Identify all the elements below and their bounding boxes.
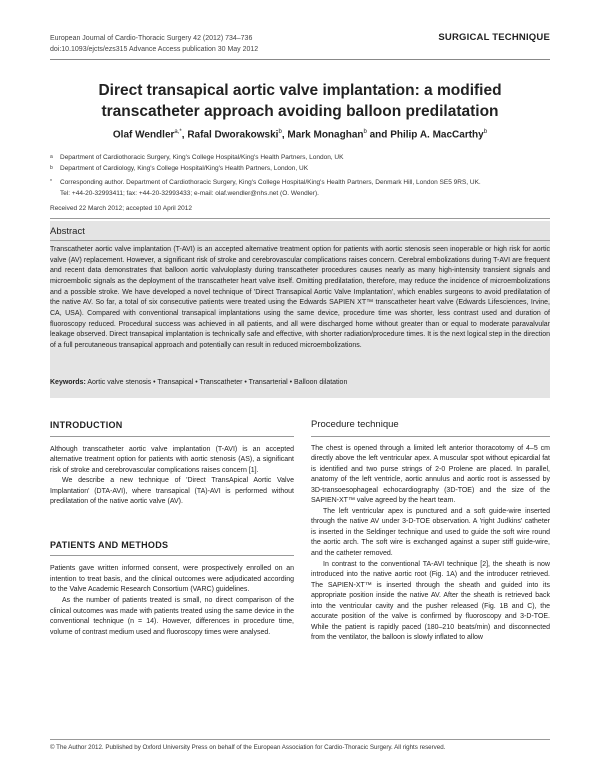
paragraph: The chest is opened through a limited left anterior thoracotomy of 4–5 cm directly above the left ventricular apex. A muscular spot without epicardial fat is identified and two purse strings of 2-0 Prolene are placed. In parallel, anatomy of the left ventricle, aortic annulus and aortic root is assessed by 3D-transoesophageal echocardiography (3D-TOE) and the size of the SAPIEN-XT™ valve agreed by the heart team. bbox=[311, 444, 550, 505]
contact-details: Tel: +44-20-32993411; fax: +44-20-32993433; e-mail: olaf.wendler@nhs.net (O. Wendler). bbox=[60, 190, 319, 198]
paragraph: In contrast to the conventional TA-AVI technique [2], the sheath is now introduced into the native aortic root (Fig. 1A) and the introducer retrieved. The SAPIEN-XT™ is inserted through the sheath and guided into its appropriate position inside the native AV. After the sheath is retrieved back into the ventricular cavity and the pusher released (Fig. 1B and C), the accurate position of the valve is confirmed by fluoroscopy and 3-D-TOE. While the patient is rapidly paced (180–210 beats/min) and disconnected from the ventilator, the balloon is slowly inflated to allow bbox=[311, 560, 550, 642]
affiliation-a: $^a$ Department of Cardiothoracic Surgery, King's College Hospital/King's Health Partners, London, UK bbox=[50, 154, 344, 161]
copyright-footer: © The Author 2012. Published by Oxford University Press on behalf of the European Association for Cardio-Thoracic Surgery. All rights reserved. bbox=[50, 744, 446, 751]
abstract-heading: Abstract bbox=[50, 226, 85, 237]
author-affil-mark: b bbox=[363, 129, 367, 135]
paragraph: Patients gave written informed consent, were prospectively enrolled on an intention to treat basis, and the clinical outcomes were adjudicated according to the Valve Academic Research Consortium (VARC) guidelines. bbox=[50, 565, 294, 594]
section-heading-patients-methods: PATIENTS AND METHODS bbox=[50, 539, 169, 550]
corresponding-author: * Corresponding author. Department of Cardiothoracic Surgery, King's College Hospital/King's Health Partners, Denmark Hill, London SE5 9RS, UK. Tel: +44-20-32993411; fax: +44-20-32993433; e-mail: olaf.wendler@nhs.net (O. Wendler). bbox=[50, 179, 481, 198]
author-name: Philip A. MacCarthy bbox=[390, 129, 484, 141]
author-list: Olaf Wendler$^{a,*}$, Rafal Dworakowski$^b$, Mark Monaghan$^b$ and Philip A. MacCarthy$^b$ bbox=[112, 129, 488, 141]
journal-citation bbox=[50, 33, 258, 55]
paragraph: As the number of patients treated is small, no direct comparison of the clinical outcomes was made with patients treated using the same device in the conventional technique (n = 14). However, differences in procedure time, volume of contrast medium used and fluoroscopy times were analysed. bbox=[50, 597, 294, 636]
abstract-text: Transcatheter aortic valve implantation (T-AVI) is an accepted alternative treatment option for patients with aortic stenosis seen inoperable or high risk for aortic valve (AV) replacement. However, a significant risk of stroke and cerebrovascular complications raises concern. Cerebral embolizations during T-AVI are frequent and recent data demonstrates that balloon aortic valvuloplasty during transcatheter procedures causes nearly as many high-intensity transient signals and microembolic signals as the deployment of the transcatheter heart valve itself. Omitting predilatation, therefore, may reduce the incidence of microembolizations and a possible stroke. We have developed a novel technique of 'Direct Transapical Aortic Valve Implantation', which enables surgeons to avoid predilatation of the native AV. So far, a total of six consecutive patients were treated using the Edwards SAPIEN XT™ transcatheter heart valve (Edwards Lifesciences, Irvine, CA, USA). Compared with conventional transapical implantations using the same device, procedure time was shorter, less contrast used and duration of fluoroscopy reduced. Procedural success was achieved in all patients, and all were discharged home without greater than or equal to moderate paravalvular leakage observed. Direct transapical implantation is technically safe and effective, with shorter radiation/procedure times. It is the next logical step in the direction of a full percutaneous transapical approach and potentially can result in reduced microembolizations. bbox=[50, 246, 550, 349]
footer-divider bbox=[50, 739, 550, 740]
affiliation-b: $^b$ Department of Cardiology, King's College Hospital/King's Health Partners, London, UK bbox=[50, 165, 309, 173]
divider bbox=[311, 436, 550, 437]
section-label: SURGICAL TECHNIQUE bbox=[438, 32, 550, 43]
keywords-label: Keywords: bbox=[50, 379, 86, 386]
section-heading-introduction: INTRODUCTION bbox=[50, 420, 123, 430]
doi-line: doi:10.1093/ejcts/ezs315 Advance Access publication 30 May 2012 bbox=[50, 46, 259, 53]
divider bbox=[50, 555, 294, 556]
author-name: Olaf Wendler bbox=[112, 129, 175, 141]
right-column bbox=[311, 420, 550, 644]
author-name: Rafal Dworakowski bbox=[187, 129, 279, 141]
keywords bbox=[50, 378, 550, 388]
left-column bbox=[50, 420, 294, 638]
paragraph: Although transcatheter aortic valve implantation (T-AVI) is an accepted alternative treatment option for patients with aortic stenosis (AS), a significant risk of stroke and cerebrovascular complications raises concern [1]. bbox=[50, 445, 294, 474]
affiliations bbox=[50, 153, 550, 175]
divider bbox=[50, 218, 550, 219]
journal-line: European Journal of Cardio-Thoracic Surgery 42 (2012) 734–736 bbox=[50, 35, 253, 42]
section-heading-procedure: Procedure technique bbox=[311, 419, 399, 430]
author-name: Mark Monaghan bbox=[287, 129, 364, 141]
received-dates: Received 22 March 2012; accepted 10 April 2012 bbox=[50, 205, 193, 212]
author-affil-mark: a,* bbox=[174, 129, 182, 135]
abstract-box bbox=[50, 221, 550, 398]
divider bbox=[50, 240, 550, 241]
keywords-list: Aortic valve stenosis • Transapical • Transcatheter • Transarterial • Balloon dilatation bbox=[87, 379, 348, 386]
article-title: Direct transapical aortic valve implantation: a modified transcatheter approach avoiding balloon predilatation bbox=[98, 82, 502, 120]
divider bbox=[50, 436, 294, 437]
author-affil-mark: b bbox=[483, 129, 488, 135]
header-divider bbox=[50, 59, 550, 60]
author-affil-mark: b bbox=[278, 129, 282, 135]
paragraph: We describe a new technique of 'Direct TransApical Aortic Valve Implantation' (DTA-AVI), where transapical (TA)-AVI is performed without predilatation of the native aortic valve (AV). bbox=[50, 477, 294, 506]
paragraph: The left ventricular apex is punctured and a soft guide-wire inserted through the native AV under 3-D-TOE observation. A 'right Judkins' catheter is inserted in the Seldinger technique and used to guide the soft wire round the aortic arch. The soft wire is exchanged against a super stiff guide-wire, and the catheter removed. bbox=[311, 507, 550, 558]
